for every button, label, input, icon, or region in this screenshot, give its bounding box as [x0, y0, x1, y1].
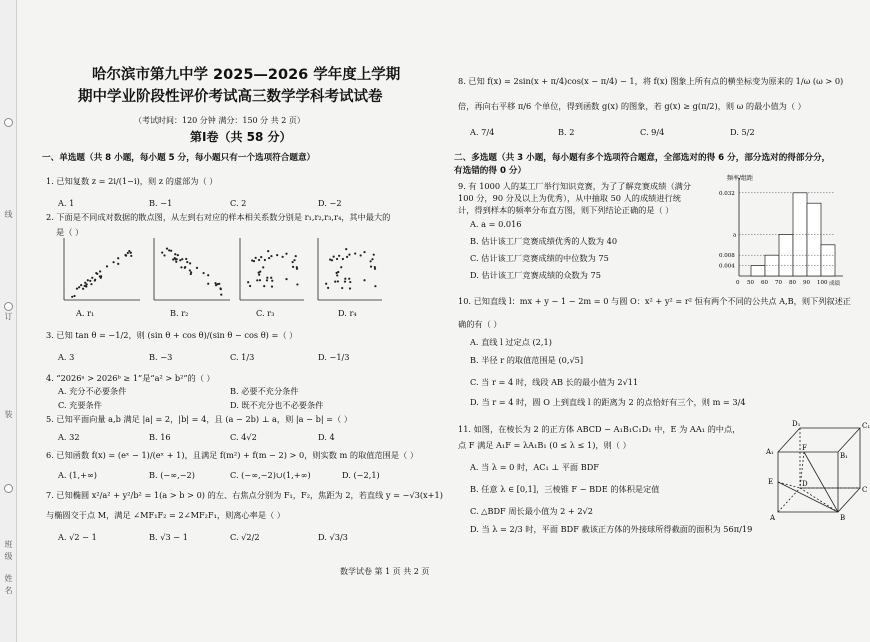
option-a: A. 1	[58, 198, 75, 208]
option-b: B. 任意 λ ∈ [0,1]，三棱锥 F − BDE 的体积是定值	[470, 484, 660, 494]
option-a: A. 当 λ = 0 时，AC₁ ⊥ 平面 BDF	[470, 462, 599, 472]
scatter-point	[247, 281, 249, 283]
binding-text: 姓	[4, 574, 13, 582]
scatter-point	[340, 266, 342, 268]
binding-text: 线	[4, 210, 13, 218]
scatter-point	[348, 254, 350, 256]
scatter-point	[189, 262, 191, 264]
scatter-point	[170, 250, 172, 252]
option-b: B. −3	[149, 352, 173, 362]
hist-xtick: 70	[775, 280, 782, 286]
scatter-point	[285, 278, 287, 280]
scatter-point	[264, 259, 266, 261]
scatter-point	[185, 258, 187, 260]
part-one-heading: 第Ⅰ卷（共 58 分）	[190, 130, 292, 144]
scatter-point	[94, 279, 96, 281]
scatter-point	[76, 288, 78, 290]
scatter-point	[333, 256, 335, 258]
scatter-point	[266, 279, 268, 281]
scatter-point	[373, 254, 375, 256]
scatter-point	[166, 248, 168, 250]
scatter-point	[344, 278, 346, 280]
scatter-point	[219, 287, 221, 289]
scatter-point	[370, 266, 372, 268]
option-c: C. 9/4	[640, 127, 665, 137]
scatter-point	[258, 272, 260, 274]
cube-label: C	[862, 486, 868, 494]
option-d: D. −2	[318, 198, 342, 208]
binding-text: 名	[4, 586, 13, 594]
scatter-point	[73, 295, 75, 297]
question-2: 2. 下面是不同成对数据的散点图，从左到右对应的样本相关系数分别是 r₁,r₂,r₃,r₄，其中最大的	[46, 212, 391, 222]
scatter-point	[341, 287, 343, 289]
option-d: D. 既不充分也不必要条件	[230, 400, 324, 410]
cube-label: E	[768, 478, 774, 486]
page-footer: 数学试卷 第 1 页 共 2 页	[340, 567, 430, 576]
hist-xtick: 0	[736, 280, 740, 286]
hist-xtick: 60	[761, 280, 768, 286]
scatter-point	[184, 267, 186, 269]
hist-ylabel: 频率/组距	[727, 175, 754, 182]
option-c: C. 1/3	[230, 352, 255, 362]
binding-text: 装	[4, 410, 13, 418]
scatter-point	[293, 259, 295, 261]
option-d: D. 5/2	[730, 127, 755, 137]
option-c: C. 当 r = 4 时，线段 AB 长的最小值为 2√11	[470, 377, 639, 387]
scatter-point	[329, 258, 331, 260]
question-7: 7. 已知椭圆 x²/a² + y²/b² = 1(a > b > 0) 的左、右焦点分别为 F₁，F₂，焦距为 2，若直线 y = −√3(x+1)	[46, 490, 443, 500]
scatter-point	[127, 252, 129, 254]
title-line-2: 期中学业阶段性评价考试高三数学学科考试试卷	[78, 89, 383, 105]
option-a: A. √2 − 1	[58, 532, 97, 542]
scatter-point	[95, 272, 97, 274]
scatter-point	[268, 257, 270, 259]
question-10-cont: 确的有（ ）	[458, 319, 502, 329]
hist-xtick: 100	[817, 280, 828, 286]
scatter-point	[344, 280, 346, 282]
scatter-point	[180, 266, 182, 268]
scatter-point	[334, 280, 336, 282]
scatter-point	[270, 277, 272, 279]
scatter-point	[327, 287, 329, 289]
scatter-point	[214, 282, 216, 284]
scatter-point	[255, 257, 257, 259]
scatter-point	[325, 283, 327, 285]
scatter-point	[186, 261, 188, 263]
scatter-point	[349, 287, 351, 289]
question-8: 8. 已知 f(x) = 2sin(x + π/4)cos(x − π/4) − 1，将 f(x) 图象上所有点的横坐标变为原来的 1/ω (ω > 0)	[458, 76, 844, 86]
scatter-point	[189, 269, 191, 271]
option-c: C. 估计该工厂竞赛成绩的中位数为 75	[470, 253, 609, 263]
scatter-point	[260, 256, 262, 258]
scatter-point	[371, 258, 373, 260]
question-5: 5. 已知平面向量 a,b 满足 |a| = 2，|b| = 4，且 (a − 2b) ⊥ a，则 |a − b| =（ ）	[46, 414, 353, 424]
scatter-point	[345, 248, 347, 250]
scatter-point	[190, 273, 192, 275]
scatter-point	[117, 257, 119, 259]
scatter-point	[337, 280, 339, 282]
hist-ytick: 0.032	[719, 190, 735, 197]
binding-hole	[4, 484, 13, 493]
scatter-point	[220, 294, 222, 296]
scatter-point	[285, 253, 287, 255]
option-b: B. 半径 r 的取值范围是 (0,√5]	[470, 355, 584, 365]
scatter-point	[266, 277, 268, 279]
scatter-r3	[240, 238, 304, 300]
option-b: B. 必要不充分条件	[230, 386, 299, 396]
cube-label: A₁	[766, 448, 774, 456]
question-2-cont: 是（ ）	[56, 227, 84, 237]
option-b: B. −1	[149, 198, 173, 208]
scatter-point	[172, 258, 174, 260]
scatter-point	[271, 280, 273, 282]
scatter-point	[258, 259, 260, 261]
option-a: A. 7/4	[470, 127, 495, 137]
question-9: 9. 有 1000 人的某工厂举行知识竞赛，为了了解竞赛成绩（满分	[458, 181, 691, 191]
option-d: D. 当 r = 4 时，圆 O 上到直线 l 的距离为 2 的点恰好有三个，则 m = 3/4	[470, 397, 746, 407]
option-d: D. 当 λ = 2/3 时，平面 BDF 截该正方体的外接球所得截面的面积为 56π/19	[470, 524, 753, 534]
option-a: A. 直线 l 过定点 (2,1)	[470, 337, 552, 347]
hist-xtick: 80	[789, 280, 796, 286]
hist-xtick: 50	[747, 280, 754, 286]
scatter-point	[207, 283, 209, 285]
scatter-point	[179, 259, 181, 261]
option-c: C. 充要条件	[58, 400, 102, 410]
scatter-point	[80, 284, 82, 286]
cube-figure	[760, 418, 870, 528]
question-9-cont: 100 分，90 分及以上为优秀），从中抽取 50 人的成绩进行统	[458, 193, 681, 203]
scatter-point	[84, 285, 86, 287]
scatter-point	[336, 272, 338, 274]
hist-bar	[751, 266, 765, 276]
scatter-point	[360, 254, 362, 256]
question-1: 1. 已知复数 z = 2i/(1−i)，则 z 的虚部为（ ）	[46, 176, 218, 186]
scatter-point	[292, 261, 294, 263]
section-2-heading-cont: 有选错的得 0 分）	[454, 166, 527, 176]
question-6: 6. 已知函数 f(x) = (eˣ − 1)/(eˣ + 1)，且满足 f(m²) + f(m − 2) > 0，则实数 m 的取值范围是（ ）	[46, 450, 419, 460]
option-a: A. a = 0.016	[470, 219, 522, 229]
scatter-point	[363, 251, 365, 253]
scatter-point	[342, 258, 344, 260]
scatter-point	[130, 255, 132, 257]
scatter-point	[336, 274, 338, 276]
scatter-point	[218, 283, 220, 285]
scatter-point	[346, 256, 348, 258]
option-a: A. 充分不必要条件	[58, 386, 127, 396]
hist-xlabel: 成绩	[829, 281, 841, 287]
scatter-point	[117, 263, 119, 265]
scatter-point	[196, 267, 198, 269]
scatter-point	[338, 255, 340, 257]
option-c: C. r₃	[256, 308, 275, 318]
hist-xtick: 90	[803, 280, 810, 286]
question-11-cont: 点 F 满足 A₁F = λA₁B₁ (0 ≤ λ ≤ 1)，则（ ）	[458, 440, 631, 450]
cube-label: D	[802, 480, 808, 488]
option-c: C. 2	[230, 198, 247, 208]
cube-label: B₁	[840, 452, 848, 460]
binding-margin	[0, 0, 17, 642]
scatter-point	[161, 251, 163, 253]
scatter-point	[251, 259, 253, 261]
cube-label: A	[770, 514, 776, 522]
question-9-cont2: 计，得到样本的频率分布直方图，则下列结论正确的是（ ）	[458, 205, 674, 215]
option-b: B. (−∞,−2)	[149, 470, 195, 480]
scatter-point	[90, 283, 92, 285]
scatter-point	[168, 249, 170, 251]
cube-label: F	[802, 444, 807, 452]
scatter-point	[374, 285, 376, 287]
option-b: B. r₂	[170, 308, 189, 318]
scatter-point	[336, 258, 338, 260]
scatter-point	[296, 283, 298, 285]
question-3: 3. 已知 tan θ = −1/2，则 (sin θ + cos θ)/(sin θ − cos θ) =（ ）	[46, 330, 298, 340]
scatter-point	[263, 285, 265, 287]
hist-ytick: 0.004	[719, 263, 735, 270]
option-b: B. 16	[149, 432, 171, 442]
cube-label: D₁	[792, 420, 801, 428]
scatter-point	[71, 296, 73, 298]
scatter-point	[129, 252, 131, 254]
question-11: 11. 如图，在棱长为 2 的正方体 ABCD − A₁B₁C₁D₁ 中，E 为 AA₁ 的中点，	[458, 424, 741, 434]
scatter-point	[87, 279, 89, 281]
scatter-point	[112, 261, 114, 263]
cube-label: B	[840, 514, 846, 522]
scatter-point	[349, 281, 351, 283]
scatter-point	[177, 254, 179, 256]
scatter-point	[292, 266, 294, 268]
scatter-point	[163, 254, 165, 256]
scatter-point	[282, 256, 284, 258]
option-c: C. 4√2	[230, 432, 257, 442]
scatter-point	[89, 280, 91, 282]
hist-bar	[821, 245, 835, 276]
scatter-point	[215, 284, 217, 286]
option-d: D. 估计该工厂竞赛成绩的众数为 75	[470, 270, 601, 280]
option-a: A. (1,+∞)	[58, 470, 97, 480]
scatter-point	[207, 274, 209, 276]
scatter-plots	[42, 234, 437, 314]
scatter-point	[259, 279, 261, 281]
scatter-point	[181, 258, 183, 260]
scatter-point	[370, 260, 372, 262]
title-line-1: 哈尔滨市第九中学 2025—2026 学年度上学期	[92, 67, 401, 83]
scatter-point	[363, 279, 365, 281]
scatter-point	[202, 272, 204, 274]
question-8-cont: 倍，再向右平移 π/6 个单位，得到函数 g(x) 的图象，若 g(x) ≥ g(π/2)，则 ω 的最小值为（ ）	[458, 101, 806, 111]
section-1-heading: 一、单选题（共 8 小题，每小题 5 分，每小题只有一个选项符合题意）	[42, 153, 316, 163]
binding-text: 班	[4, 540, 13, 548]
option-d: D. √3/3	[318, 532, 348, 542]
frequency-histogram	[719, 172, 855, 287]
scatter-point	[270, 255, 272, 257]
scatter-point	[296, 266, 298, 268]
option-a: A. r₁	[76, 308, 95, 318]
hist-bar	[807, 203, 821, 276]
cube-label: C₁	[862, 422, 870, 430]
option-c: C. △BDF 周长最小值为 2 + 2√2	[470, 506, 593, 516]
scatter-point	[174, 253, 176, 255]
option-b: B. 估计该工厂竞赛成绩优秀的人数为 40	[470, 236, 618, 246]
scatter-point	[174, 258, 176, 260]
question-10: 10. 已知直线 l：mx + y − 1 − 2m = 0 与圆 O：x² + y² = r² 恒有两个不同的公共点 A,B，则下列叙述正	[458, 296, 851, 306]
option-c: C. (−∞,−2)∪(1,+∞)	[230, 470, 311, 480]
scatter-point	[249, 285, 251, 287]
scatter-point	[91, 277, 93, 279]
section-2-heading: 二、多选题（共 3 小题，每小题有多个选项符合题意，全部选对的得 6 分，部分选对的得部分分，	[454, 153, 831, 163]
option-a: A. 3	[58, 352, 75, 362]
scatter-point	[267, 250, 269, 252]
option-d: D. 4	[318, 432, 335, 442]
scatter-point	[106, 265, 108, 267]
scatter-r2	[154, 238, 230, 300]
option-b: B. √3 − 1	[149, 532, 188, 542]
hist-ytick: 0.008	[719, 253, 735, 260]
scatter-point	[100, 277, 102, 279]
option-a: A. 32	[58, 432, 80, 442]
question-4: 4. “2026ᵃ > 2026ᵇ ≥ 1”是“a² > b²”的（ ）	[46, 373, 215, 383]
scatter-point	[276, 254, 278, 256]
scatter-point	[175, 261, 177, 263]
scatter-r1	[64, 238, 140, 300]
scatter-r4	[318, 238, 382, 300]
scatter-point	[256, 279, 258, 281]
option-d: D. r₄	[338, 308, 357, 318]
scatter-point	[354, 252, 356, 254]
scatter-point	[262, 266, 264, 268]
exam-info: （考试时间：120 分钟 满分：150 分 共 2 页）	[134, 116, 305, 125]
binding-hole	[4, 118, 13, 127]
option-c: C. √2/2	[230, 532, 260, 542]
scatter-point	[374, 266, 376, 268]
scatter-point	[82, 288, 84, 290]
scatter-point	[78, 286, 80, 288]
binding-hole	[4, 302, 13, 311]
option-b: B. 2	[558, 127, 575, 137]
scatter-point	[348, 278, 350, 280]
option-d: D. −1/3	[318, 352, 350, 362]
scatter-point	[99, 270, 101, 272]
question-7-cont: 与椭圆交于点 M，满足 ∠MF₁F₂ = 2∠MF₂F₁，则离心率是（ ）	[46, 510, 285, 520]
scatter-point	[295, 255, 297, 257]
hist-ytick: a	[733, 232, 737, 239]
scatter-point	[258, 274, 260, 276]
scatter-point	[125, 255, 127, 257]
scatter-point	[271, 285, 273, 287]
option-d: D. (−2,1)	[342, 470, 380, 480]
binding-text: 订	[4, 312, 13, 320]
binding-text: 级	[4, 552, 13, 560]
